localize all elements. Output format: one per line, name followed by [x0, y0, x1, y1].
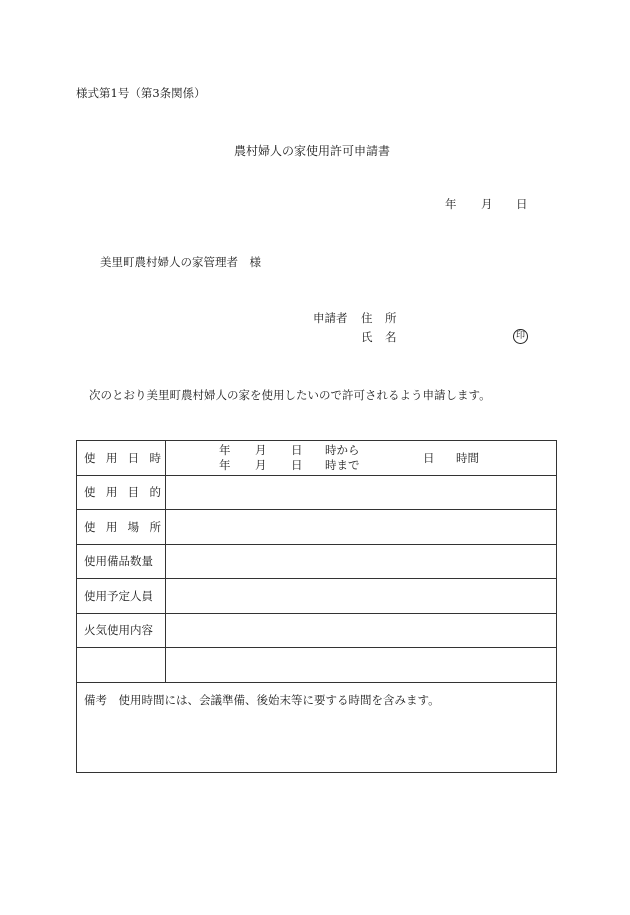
- to-day-label: 日: [291, 458, 303, 472]
- table-row: [77, 579, 557, 614]
- hours-label: 時間: [456, 451, 479, 465]
- days-label: 日: [423, 451, 435, 465]
- label-text: 使用備品数量: [84, 554, 153, 569]
- row-label-location: [77, 510, 166, 545]
- application-table: [76, 440, 557, 773]
- from-month-label: 月: [255, 443, 267, 457]
- label-text: 使用予定人員: [84, 588, 153, 603]
- table-row: [77, 648, 557, 683]
- purpose-field[interactable]: [166, 475, 557, 510]
- address-label-char-1: 住: [361, 311, 373, 325]
- table-row: [77, 510, 557, 545]
- location-field[interactable]: [166, 510, 557, 545]
- table-row: [77, 613, 557, 648]
- date-year-label: 年: [445, 197, 457, 211]
- row-label-fire-usage: [77, 613, 166, 648]
- from-year-label: 年: [219, 443, 231, 457]
- from-hour-suffix: 時から: [325, 443, 360, 457]
- table-row: [77, 544, 557, 579]
- notes-cell: [77, 683, 557, 773]
- name-label-char-2: 名: [385, 330, 397, 344]
- to-year-label: 年: [219, 458, 231, 472]
- table-row: [77, 441, 557, 476]
- label-char: 的: [149, 485, 161, 500]
- label-char: 用: [105, 485, 118, 500]
- label-char: 時: [149, 450, 161, 465]
- from-day-label: 日: [291, 443, 303, 457]
- name-label-char-1: 氏: [361, 330, 373, 344]
- to-hour-suffix: 時まで: [325, 458, 360, 472]
- duration-line: [166, 453, 556, 465]
- equipment-field[interactable]: [166, 544, 557, 579]
- label-text: 火気使用内容: [84, 623, 153, 638]
- label-char: 目: [127, 485, 140, 500]
- notes-text: 備考 使用時間には、会議準備、後始末等に要する時間を含みます。: [84, 693, 440, 707]
- request-text: 次のとおり美里町農村婦人の家を使用したいので許可されるよう申請します。: [89, 388, 491, 402]
- label-char: 使: [84, 485, 96, 500]
- applicant-label: 申請者: [313, 311, 348, 325]
- to-month-label: 月: [255, 458, 267, 472]
- date-month-label: 月: [481, 197, 493, 211]
- document-title: 農村婦人の家使用許可申請書: [234, 144, 391, 158]
- expected-people-field[interactable]: [166, 579, 557, 614]
- blank-field[interactable]: [166, 648, 557, 683]
- label-char: 用: [105, 519, 118, 534]
- row-label-expected-people: [77, 579, 166, 614]
- label-char: 所: [149, 519, 161, 534]
- seal-mark: 印: [513, 329, 528, 344]
- usage-datetime-field[interactable]: [166, 441, 557, 476]
- label-char: 日: [127, 450, 140, 465]
- row-label-equipment: [77, 544, 166, 579]
- label-char: 使: [84, 519, 96, 534]
- label-char: 用: [105, 450, 118, 465]
- addressee: 美里町農村婦人の家管理者 様: [100, 255, 261, 269]
- date-day-label: 日: [516, 197, 528, 211]
- table-row: [77, 475, 557, 510]
- row-label-usage-datetime: [77, 441, 166, 476]
- address-label-char-2: 所: [385, 311, 397, 325]
- row-label-purpose: [77, 475, 166, 510]
- label-char: 場: [127, 519, 140, 534]
- notes-row: [77, 683, 557, 773]
- blank-label-cell: [77, 648, 166, 683]
- label-char: 使: [84, 450, 96, 465]
- fire-usage-field[interactable]: [166, 613, 557, 648]
- form-number: 様式第1号（第3条関係）: [76, 86, 206, 100]
